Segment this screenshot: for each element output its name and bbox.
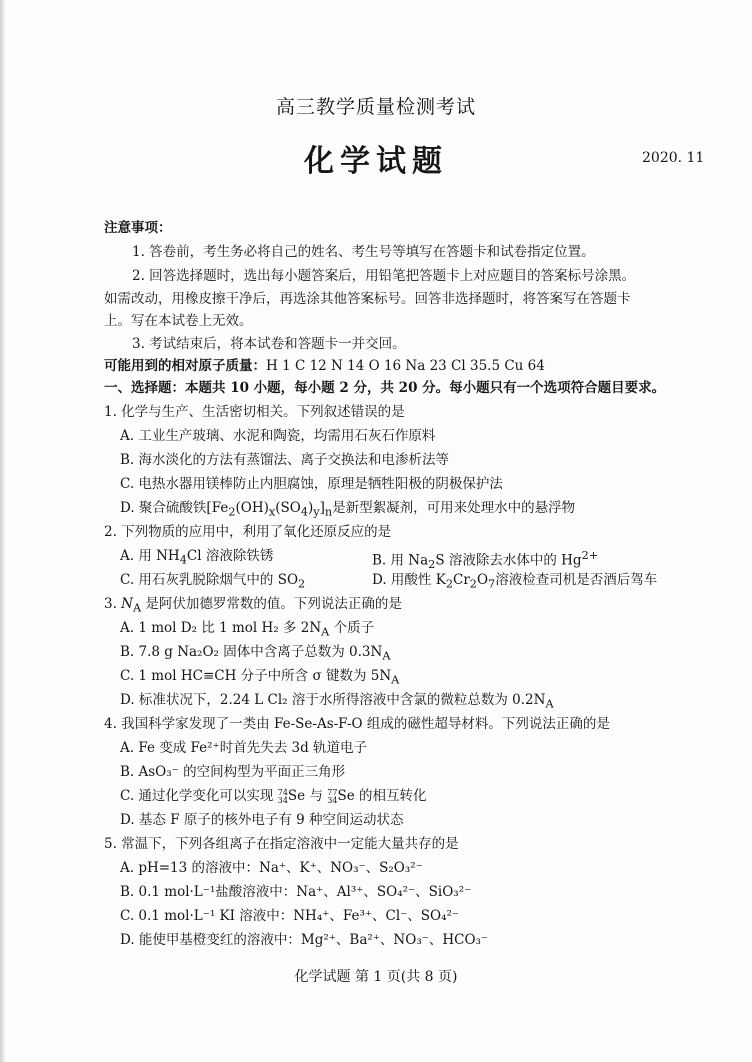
- q3-option-a: A. 1 mol D₂ 比 1 mol H₂ 多 $2N_A$ 个质子: [120, 620, 375, 639]
- q5-option-d: D. 能使甲基橙变红的溶液中：Mg²⁺、Ba²⁺、NO₃⁻、HCO₃⁻: [120, 932, 489, 948]
- notice-heading: 注意事项：: [104, 220, 172, 236]
- q4-stem: 4. 我国科学家发现了一类由 Fe-Se-As-F-O 组成的磁性超导材料。下列说法正确的是: [104, 716, 610, 732]
- q1-stem: 1. 化学与生产、生活密切相关。下列叙述错误的是: [104, 404, 405, 420]
- notice-item-2-line-3: 上。写在本试卷上无效。: [104, 313, 253, 329]
- atomic-mass-line: [104, 357, 545, 375]
- q4-c-prefix: C. 通过化学变化可以实现: [120, 788, 278, 804]
- q3-option-d: D. 标准状况下，2.24 L Cl₂ 溶于水所得溶液中含氯的微粒总数为 $0.2N_A$: [120, 692, 554, 711]
- q3-b-text: B. 7.8 g Na₂O₂ 固体中含离子总数为 0.3N: [120, 644, 383, 660]
- q2-stem: 2. 下列物质的应用中，利用了氧化还原反应的是: [104, 524, 392, 540]
- q2-c-prefix: C. 用石灰乳脱除烟气中的 SO: [120, 572, 299, 588]
- q1-d-suffix: 是新型絮凝剂，可用来处理水中的悬浮物: [332, 500, 576, 516]
- q5-option-c: C. 0.1 mol·L⁻¹ KI 溶液中：NH₄⁺、Fe³⁺、Cl⁻、SO₄²⁻: [120, 908, 460, 924]
- q2-a-suffix: Cl 溶液除铁锈: [186, 548, 274, 564]
- q1-option-d: D. 聚合硫酸铁$[Fe_2(OH)_x(SO_4)_y]_n$是新型絮凝剂，可用来处理水中的悬浮物: [120, 500, 576, 519]
- notice-item-3: 3. 考试结束后，将本试卷和答题卡一并交回。: [132, 336, 406, 352]
- q2-a-prefix: A. 用 NH: [120, 548, 180, 564]
- exam-date: 2020. 11: [642, 150, 705, 166]
- q2-d-suffix: 溶液检查司机是否酒后驾车: [495, 572, 658, 588]
- notice-item-2-line-1: 2. 回答选择题时，选出每小题答案后，用铅笔把答题卡上对应题目的答案标号涂黑。: [132, 268, 636, 284]
- section-1-heading: 一、选择题：本题共 10 小题，每小题 2 分，共 20 分。每小题只有一个选项符合题目要求。: [104, 380, 666, 396]
- exam-name: 高三教学质量检测考试: [275, 96, 476, 118]
- q1-option-c: C. 电热水器用镁棒防止内胆腐蚀，原理是牺牲阳极的阴极保护法: [120, 476, 503, 492]
- q3-stem-suffix: 是阿伏加德罗常数的值。下列说法正确的是: [141, 596, 402, 612]
- atomic-mass-values: H 1 C 12 N 14 O 16 Na 23 Cl 35.5 Cu 64: [266, 358, 545, 374]
- q2-b-suffix: S 溶液除去水体中的 Hg: [435, 552, 582, 569]
- q3-stem: 3. $N_A$ 是阿伏加德罗常数的值。下列说法正确的是: [104, 596, 402, 615]
- q3-c-text: C. 1 mol HC≡CH 分子中所含 σ 键数为 5N: [120, 668, 392, 684]
- q1-option-a: A. 工业生产玻璃、水泥和陶瓷，均需用石灰石作原料: [120, 428, 436, 444]
- q1-d-prefix: D. 聚合硫酸铁[Fe: [120, 500, 229, 516]
- q2-option-b: B. 用 $Na_2S$ 溶液除去水体中的 $Hg^{2+}$: [372, 549, 599, 572]
- q4-option-d: D. 基态 F 原子的核外电子有 9 种空间运动状态: [120, 812, 404, 828]
- q5-option-a: A. pH=13 的溶液中：Na⁺、K⁺、NO₃⁻、S₂O₃²⁻: [120, 860, 423, 876]
- q4-c-suffix: 的相互转化: [354, 788, 427, 804]
- q3-option-b: B. 7.8 g Na₂O₂ 固体中含离子总数为 $0.3N_A$: [120, 644, 391, 663]
- q5-stem: 5. 常温下，下列各组离子在指定溶液中一定能大量共存的是: [104, 836, 459, 852]
- q2-option-c: C. 用石灰乳脱除烟气中的 $SO_2$: [120, 572, 306, 591]
- q2-option-d: D. 用酸性 $K_2Cr_2O_7$溶液检查司机是否酒后驾车: [372, 572, 658, 591]
- q4-option-a: A. Fe 变成 Fe²⁺时首先失去 3d 轨道电子: [120, 740, 368, 756]
- q1-option-b: B. 海水淡化的方法有蒸馏法、离子交换法和电渗析法等: [120, 452, 450, 468]
- atomic-mass-label: 可能用到的相对原子质量：: [104, 358, 266, 374]
- q2-b-prefix: B. 用 Na: [372, 552, 429, 569]
- q3-a-text: A. 1 mol D₂ 比 1 mol H₂ 多 2N: [120, 620, 322, 636]
- q5-option-b: B. 0.1 mol·L⁻¹盐酸溶液中：Na⁺、Al³⁺、SO₄²⁻、SiO₃²⁻: [120, 884, 472, 900]
- notice-item-2-line-2: 如需改动，用橡皮擦干净后，再选涂其他答案标号。回答非选择题时，将答案写在答题卡: [104, 291, 631, 307]
- q2-d-prefix: D. 用酸性 K: [372, 572, 446, 588]
- q3-a-tail: 个质子: [329, 620, 375, 636]
- q4-option-c: C. 通过化学变化可以实现 74 34Se 与 77 34Se 的相互转化: [120, 787, 427, 805]
- page-footer: 化学试题 第 1 页(共 8 页): [294, 969, 458, 985]
- q3-option-c: C. 1 mol HC≡CH 分子中所含 σ 键数为 $5N_A$: [120, 668, 400, 687]
- q4-c-mid: 与: [305, 788, 328, 804]
- subject-title: 化学试题: [304, 144, 448, 179]
- q4-option-b: B. AsO₃⁻ 的空间构型为平面正三角形: [120, 764, 346, 780]
- notice-item-1: 1. 答卷前，考生务必将自己的姓名、考生号等填写在答题卡和试卷指定位置。: [132, 244, 595, 260]
- q3-d-text: D. 标准状况下，2.24 L Cl₂ 溶于水所得溶液中含氯的微粒总数为 0.2N: [120, 692, 546, 708]
- q2-option-a: A. 用 $NH_4Cl$ 溶液除铁锈: [120, 548, 274, 567]
